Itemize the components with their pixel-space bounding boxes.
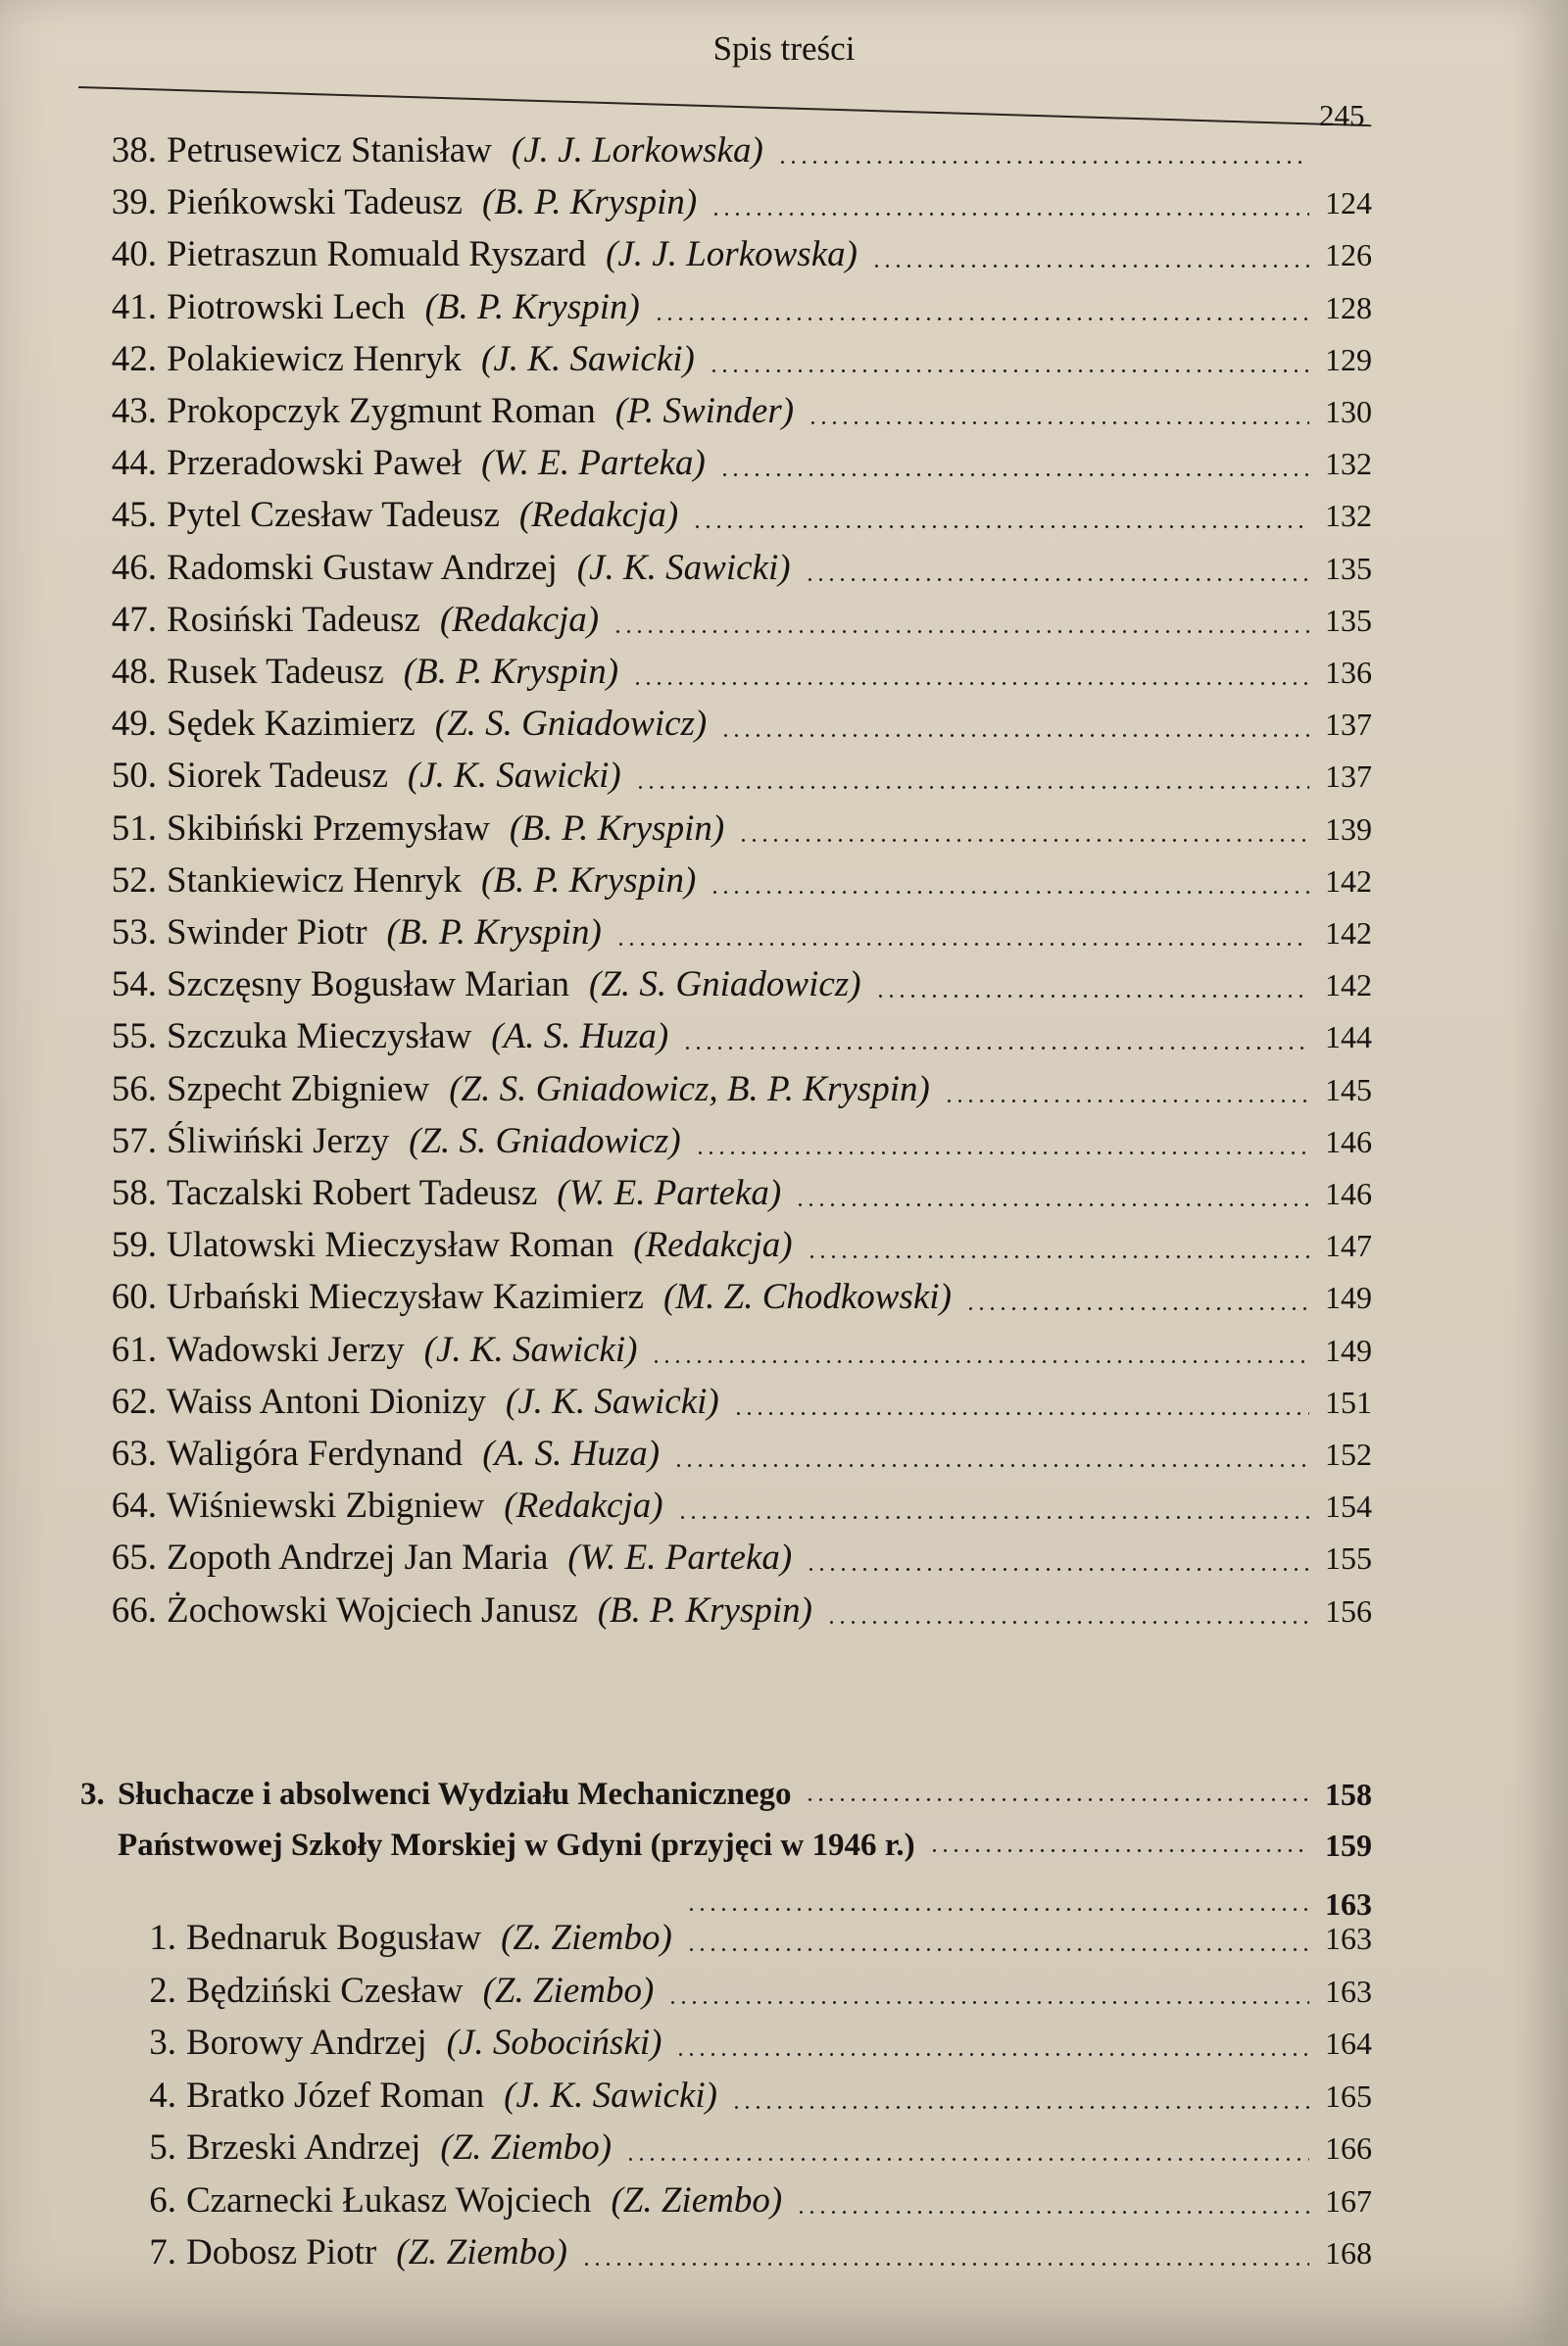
entry-name: Żochowski Wojciech Janusz — [167, 1589, 578, 1631]
entry-name: Bednaruk Bogusław — [186, 1918, 482, 1958]
entry-number: 4. — [149, 2075, 176, 2116]
section-heading-line2 — [118, 1817, 1372, 1864]
toc-entry — [127, 2018, 1372, 2067]
toc-entry — [108, 751, 1372, 800]
entry-author: (J. K. Sawicki) — [423, 1329, 638, 1370]
leader-dots — [944, 1100, 1309, 1102]
running-head: Spis treści — [712, 29, 856, 68]
entry-page: 149 — [1325, 1332, 1372, 1368]
entry-page: 128 — [1325, 289, 1372, 325]
entry-page: 166 — [1325, 2130, 1372, 2166]
entry-name: Petrusewicz Stanisław — [167, 130, 492, 171]
entry-page: 136 — [1325, 655, 1372, 690]
entry-author: (A. S. Huza) — [491, 1016, 669, 1057]
entry-number: 49. — [111, 704, 157, 745]
entry-author: (Z. Ziembo) — [482, 1970, 655, 2011]
entry-page: 151 — [1325, 1384, 1372, 1420]
toc-entry — [108, 855, 1372, 904]
entry-author: (J. K. Sawicki) — [481, 338, 695, 379]
toc-entry — [108, 125, 1372, 174]
entry-author: (W. E. Parteka) — [557, 1173, 782, 1213]
entry-number: 50. — [111, 756, 157, 797]
toc-entry — [108, 1272, 1372, 1321]
entry-name: Taczalski Robert Tadeusz — [167, 1173, 538, 1213]
leader-dots — [875, 995, 1309, 998]
leader-dots — [615, 943, 1309, 946]
entry-page: 154 — [1325, 1489, 1372, 1525]
entry-author: (M. Z. Chodkowski) — [662, 1277, 952, 1318]
leader-dots — [806, 1568, 1309, 1571]
entry-author: (P. Swinder) — [614, 391, 795, 431]
entry-name: Pieńkowski Tadeusz — [167, 182, 463, 223]
section-title-line2: Państwowej Szkoły Morskiej w Gdyni (przyjęci w 1946 r.) — [118, 1828, 915, 1863]
entry-author: (Z. Ziembo) — [611, 2179, 783, 2221]
entry-page: 145 — [1325, 1071, 1372, 1107]
leader-dots — [720, 734, 1309, 737]
leader-dots — [667, 2001, 1309, 2004]
leader-dots — [871, 265, 1309, 268]
entry-author: (B. P. Kryspin) — [481, 859, 697, 901]
entry-author: (J. K. Sawicki) — [407, 756, 621, 797]
entry-name: Zopoth Andrzej Jan Maria — [167, 1538, 549, 1579]
entry-author: (Z. Ziembo) — [396, 2232, 567, 2273]
toc-entry — [127, 1966, 1372, 2015]
section-number: 3. — [80, 1777, 105, 1812]
entry-author: (B. P. Kryspin) — [509, 807, 725, 849]
entry-author: (B. P. Kryspin) — [386, 912, 602, 953]
entry-number: 6. — [149, 2179, 176, 2221]
entry-page: 144 — [1325, 1019, 1372, 1055]
toc-entry — [108, 1011, 1372, 1060]
entry-name: Rusek Tadeusz — [167, 652, 384, 692]
toc-entry — [108, 334, 1372, 383]
entry-number: 52. — [111, 859, 157, 901]
entry-author: (J. Sobociński) — [446, 2023, 662, 2063]
entry-name: Czarnecki Łukasz Wojciech — [186, 2179, 592, 2221]
leader-dots — [673, 1464, 1309, 1467]
entry-name: Waligóra Ferdynand — [167, 1434, 464, 1474]
entry-page: 142 — [1325, 915, 1372, 951]
leader-dots — [635, 786, 1309, 789]
entry-name: Szpecht Zbigniew — [167, 1068, 430, 1109]
entry-number: 58. — [111, 1173, 157, 1213]
leader-dots — [795, 1203, 1309, 1206]
entry-author: (Redakcja) — [504, 1486, 663, 1527]
entry-number: 59. — [111, 1225, 157, 1266]
entry-number: 7. — [149, 2232, 176, 2273]
leader-dots — [651, 1360, 1309, 1363]
leader-dots — [826, 1621, 1309, 1624]
entry-page: 146 — [1325, 1176, 1372, 1211]
toc-entry — [108, 1481, 1372, 1530]
entry-page: 147 — [1325, 1228, 1372, 1264]
entry-author: (B. P. Kryspin) — [481, 182, 698, 223]
entry-number: 38. — [111, 130, 157, 171]
entry-page: 164 — [1325, 2026, 1372, 2061]
entry-author: (J. J. Lorkowska) — [606, 234, 858, 275]
leader-dots — [807, 1255, 1309, 1258]
entry-number: 45. — [111, 495, 157, 536]
toc-entry — [127, 2227, 1372, 2276]
entry-page: 132 — [1325, 446, 1372, 482]
entry-author: (Redakcja) — [633, 1225, 793, 1266]
entry-page: 167 — [1325, 2182, 1372, 2219]
entry-number: 61. — [111, 1329, 157, 1370]
entry-name: Borowy Andrzej — [186, 2023, 427, 2063]
entry-name: Polakiewicz Henryk — [167, 338, 463, 379]
entry-number: 62. — [111, 1381, 157, 1422]
entry-name: Przeradowski Paweł — [167, 443, 463, 484]
section-page: 163 — [1325, 1886, 1372, 1922]
entry-name: Skibiński Przemysław — [167, 807, 490, 849]
toc-entry — [108, 282, 1372, 331]
entry-name: Sędek Kazimierz — [167, 704, 416, 745]
entry-number: 65. — [111, 1538, 157, 1579]
toc-entry — [108, 177, 1372, 226]
entry-page: 168 — [1325, 2235, 1372, 2271]
entry-name: Waiss Antoni Dionizy — [167, 1381, 486, 1422]
entry-name: Pytel Czesław Tadeusz — [167, 495, 500, 536]
leader-dots — [677, 1516, 1309, 1519]
entry-number: 66. — [111, 1589, 157, 1631]
entry-author: (W. E. Parteka) — [567, 1538, 793, 1579]
entry-name: Wadowski Jerzy — [167, 1329, 405, 1370]
toc-entry — [108, 1325, 1372, 1374]
entry-page: 130 — [1325, 394, 1372, 429]
entry-number: 53. — [111, 912, 157, 953]
leader-dots — [625, 2158, 1309, 2161]
entry-page: 137 — [1325, 758, 1372, 795]
entry-page: 146 — [1325, 1123, 1372, 1159]
entry-number: 2. — [149, 1970, 176, 2011]
toc-entry — [108, 1064, 1372, 1113]
entry-name: Radomski Gustaw Andrzej — [167, 547, 558, 588]
toc-entry — [108, 543, 1372, 592]
toc-entry — [127, 2071, 1372, 2120]
entry-name: Szczuka Mieczysław — [167, 1016, 472, 1057]
entry-author: (Z. S. Gniadowicz) — [434, 704, 708, 745]
entry-name: Śliwiński Jerzy — [167, 1120, 390, 1161]
entry-number: 39. — [111, 182, 157, 223]
entry-author: (J. K. Sawicki) — [576, 547, 791, 588]
leader-dots — [632, 682, 1309, 685]
entry-page: 132 — [1325, 498, 1372, 534]
entry-number: 47. — [111, 599, 157, 640]
toc-entry — [108, 490, 1372, 539]
entry-name: Swinder Piotr — [167, 912, 368, 953]
entry-number: 43. — [111, 391, 157, 431]
entry-number: 54. — [111, 964, 157, 1005]
leader-dots — [710, 891, 1309, 894]
entry-number: 46. — [111, 547, 157, 588]
entry-author: (Z. Ziembo) — [501, 1918, 672, 1958]
leader-dots — [805, 578, 1309, 581]
leader-dots — [719, 473, 1309, 476]
entry-author: (J. K. Sawicki) — [504, 2075, 717, 2116]
entry-page: 142 — [1325, 967, 1372, 1003]
entry-author: (Redakcja) — [518, 495, 679, 536]
entry-name: Pietraszun Romuald Ryszard — [167, 234, 587, 275]
entry-number: 42. — [111, 338, 157, 379]
toc-entry — [108, 1116, 1372, 1165]
leader-dots — [686, 1948, 1309, 1951]
leader-dots — [709, 369, 1309, 372]
entry-page: 142 — [1325, 862, 1372, 899]
entry-author: (B. P. Kryspin) — [403, 652, 619, 692]
entry-page: 152 — [1325, 1437, 1372, 1472]
entry-page: 129 — [1325, 341, 1372, 377]
entry-author: (Z. S. Gniadowicz, B. P. Kryspin) — [449, 1068, 930, 1109]
entry-author: (B. P. Kryspin) — [424, 286, 640, 327]
toc-entry — [108, 699, 1372, 748]
entry-page: 163 — [1325, 1921, 1372, 1956]
toc-entry — [108, 1586, 1372, 1635]
entry-author: (B. P. Kryspin) — [597, 1589, 812, 1631]
toc-entry — [108, 1168, 1372, 1217]
toc-entry — [108, 1220, 1372, 1269]
leader-dots — [808, 421, 1309, 424]
entry-number: 63. — [111, 1434, 157, 1474]
entry-name: Wiśniewski Zbigniew — [167, 1486, 485, 1527]
toc-entry — [127, 1913, 1372, 1962]
entry-page: 156 — [1325, 1592, 1372, 1629]
section-page: 158 — [1325, 1777, 1372, 1812]
leader-dots — [686, 1908, 1309, 1911]
leader-dots — [654, 318, 1309, 320]
leader-dots — [675, 2053, 1309, 2056]
leader-dots — [731, 2106, 1309, 2109]
entry-number: 56. — [111, 1068, 157, 1109]
entry-number: 51. — [111, 807, 157, 849]
leader-dots — [965, 1307, 1309, 1310]
toc-entry — [108, 647, 1372, 696]
leader-dots — [777, 161, 1309, 164]
leader-dots — [682, 1047, 1309, 1050]
entry-page: 139 — [1325, 810, 1372, 847]
section-page: 159 — [1325, 1828, 1372, 1863]
entry-name: Bratko Józef Roman — [186, 2075, 485, 2116]
toc-entry — [108, 804, 1372, 853]
entry-page: 135 — [1325, 602, 1372, 638]
toc-entry — [108, 959, 1372, 1008]
leader-dots — [692, 525, 1309, 528]
entry-name: Prokopczyk Zygmunt Roman — [167, 391, 596, 431]
toc-entry — [127, 2123, 1372, 2172]
entry-number: 40. — [111, 234, 157, 275]
entry-name: Rosiński Tadeusz — [167, 599, 420, 640]
entry-name: Ulatowski Mieczysław Roman — [167, 1225, 614, 1266]
toc-entry — [127, 2175, 1372, 2224]
entry-page: 124 — [1325, 185, 1372, 221]
entry-page: 137 — [1325, 707, 1372, 743]
entry-name: Będziński Czesław — [186, 1970, 464, 2011]
entry-number: 48. — [111, 652, 157, 692]
entry-author: (Z. S. Gniadowicz) — [589, 964, 861, 1005]
entry-number: 60. — [111, 1277, 157, 1318]
entry-author: (Z. S. Gniadowicz) — [409, 1120, 681, 1161]
entry-name: Szczęsny Bogusław Marian — [167, 964, 570, 1005]
page-number: 245 — [1319, 98, 1365, 132]
entry-page: 165 — [1325, 2077, 1372, 2114]
entry-author: (Z. Ziembo) — [440, 2127, 612, 2168]
entry-author: (J. K. Sawicki) — [505, 1381, 719, 1422]
leader-dots — [581, 2263, 1309, 2266]
entry-number: 55. — [111, 1016, 157, 1057]
entry-author: (J. J. Lorkowska) — [511, 130, 763, 171]
entry-name: Brzeski Andrzej — [186, 2127, 421, 2168]
toc-entry — [108, 907, 1372, 956]
section-heading-line1 — [80, 1766, 1372, 1813]
entry-name: Piotrowski Lech — [167, 286, 406, 327]
leader-dots — [805, 1798, 1309, 1801]
toc-entry — [108, 1533, 1372, 1582]
entry-name: Stankiewicz Henryk — [167, 859, 463, 901]
entry-number: 5. — [149, 2127, 176, 2168]
leader-dots — [612, 630, 1309, 633]
entry-number: 1. — [149, 1918, 176, 1958]
entry-author: (W. E. Parteka) — [481, 443, 706, 484]
entry-number: 44. — [111, 443, 157, 484]
entry-page: 155 — [1325, 1540, 1372, 1577]
leader-dots — [929, 1849, 1309, 1852]
leader-dots — [710, 213, 1309, 216]
entry-name: Urbański Mieczysław Kazimierz — [167, 1277, 644, 1318]
section-title-line1: Słuchacze i absolwenci Wydziału Mechanicznego — [118, 1777, 792, 1812]
entry-author: (Redakcja) — [439, 599, 600, 640]
toc-entry — [108, 386, 1372, 435]
entry-page: 149 — [1325, 1280, 1372, 1316]
entry-page: 163 — [1325, 1973, 1372, 2009]
toc-entry — [108, 595, 1372, 644]
header-rule — [78, 86, 1371, 126]
entry-name: Siorek Tadeusz — [167, 756, 388, 797]
toc-entry — [108, 1429, 1372, 1478]
toc-entry — [108, 229, 1372, 278]
entry-number: 3. — [149, 2023, 176, 2063]
entry-name: Dobosz Piotr — [186, 2232, 377, 2273]
entry-page: 126 — [1325, 237, 1372, 273]
toc-entry — [108, 1377, 1372, 1426]
leader-dots — [738, 839, 1309, 842]
entry-number: 64. — [111, 1486, 157, 1527]
entry-number: 41. — [111, 286, 157, 327]
toc-entry — [108, 438, 1372, 487]
leader-dots — [695, 1151, 1309, 1154]
entry-page: 135 — [1325, 550, 1372, 586]
leader-dots — [796, 2211, 1309, 2214]
entry-author: (A. S. Huza) — [482, 1434, 661, 1474]
entry-number: 57. — [111, 1120, 157, 1161]
leader-dots — [733, 1412, 1309, 1415]
